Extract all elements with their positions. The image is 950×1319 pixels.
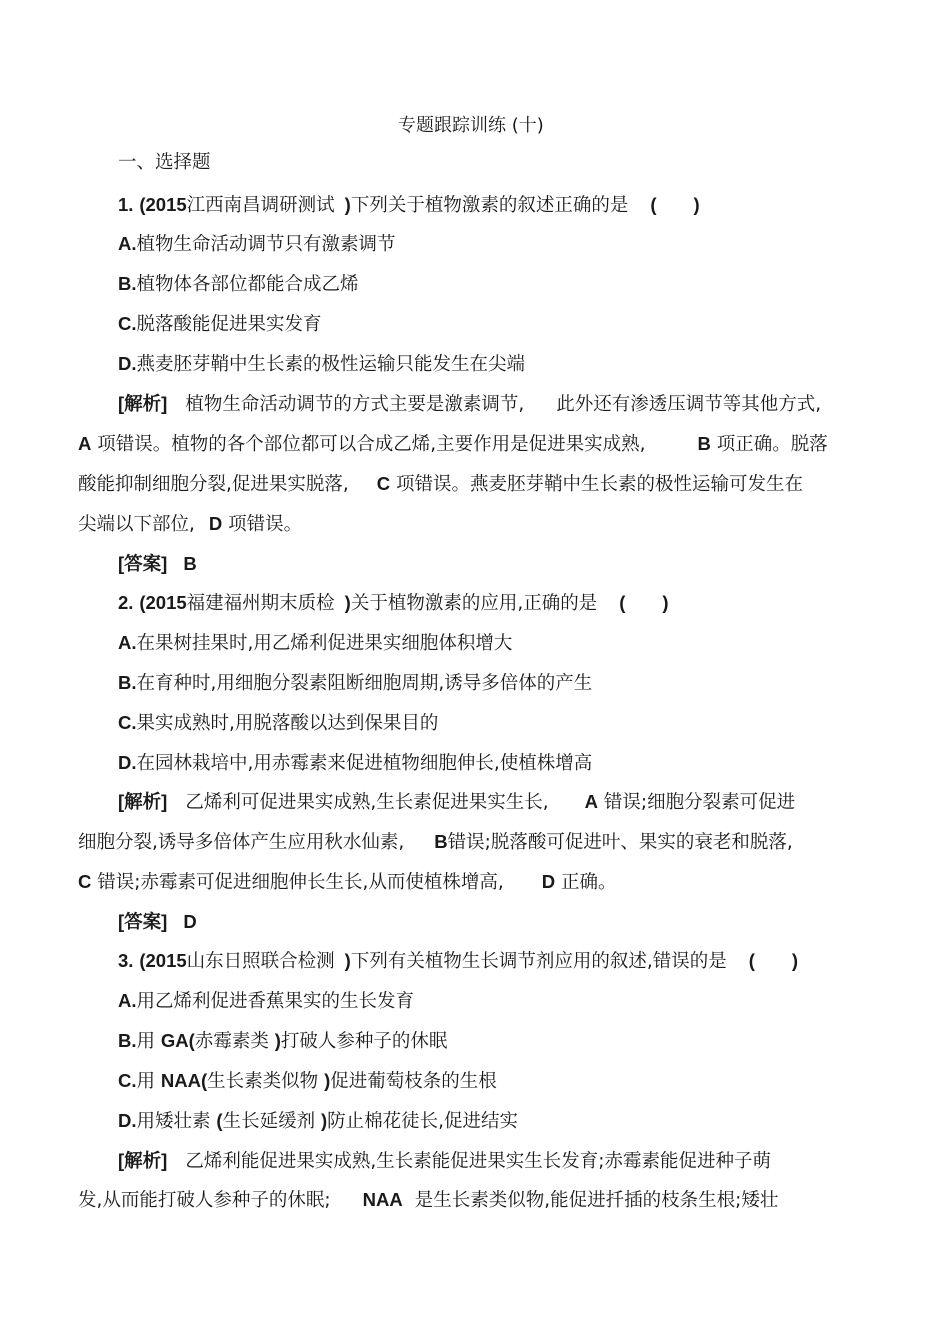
option-c <box>118 1069 497 1093</box>
option-text: 生长延缓剂 <box>222 1111 316 1132</box>
explanation-text: 尖端以下部位, <box>78 514 195 535</box>
explanation-text: 酸能抑制细胞分裂,促进果实脱落, <box>78 474 349 495</box>
explanation-text: 乙烯利可促进果实成熟,生长素促进果实生长, <box>185 792 549 813</box>
option-ref: C <box>376 473 391 494</box>
option-d <box>118 751 592 775</box>
option-d <box>118 352 525 376</box>
explanation-text: 是生长素类似物,能促进扦插的枝条生根;矮壮 <box>414 1190 779 1211</box>
option-label: A. <box>118 233 137 254</box>
option-text: 促进葡萄枝条的生根 <box>330 1071 497 1092</box>
option-b <box>118 272 359 296</box>
explanation-line <box>78 830 793 854</box>
explanation-line <box>118 1149 771 1173</box>
option-label: D. <box>118 353 137 374</box>
explanation-text: 乙烯利能促进果实成熟,生长素能促进果实生长发育;赤霉素能促进种子萌 <box>185 1151 771 1172</box>
explanation-text: 项错误。燕麦胚芽鞘中生长素的极性运输可发生在 <box>396 474 804 495</box>
explanation-text: 项正确。脱落 <box>716 434 828 455</box>
option-text: ) <box>320 1110 328 1131</box>
option-text: 用 <box>136 1031 156 1052</box>
explanation-tag: [解析] <box>118 1150 168 1171</box>
option-label: A. <box>118 632 137 653</box>
explanation-text: 错误;细胞分裂素可促进 <box>603 792 796 813</box>
explanation-text: 正确。 <box>561 872 617 893</box>
option-a <box>118 232 396 256</box>
explanation-text: 项错误。植物的各个部位都可以合成乙烯,主要作用是促进果实成熟, <box>97 434 646 455</box>
option-text: 用矮壮素 <box>136 1111 211 1132</box>
explanation-line <box>78 512 302 536</box>
option-text: ) <box>274 1030 281 1051</box>
explanation-tag: [解析] <box>118 393 168 414</box>
option-text: 赤霉素类 <box>194 1031 269 1052</box>
option-ref: A <box>78 433 92 454</box>
option-text: 用 <box>136 1071 156 1092</box>
question-number: 1. <box>118 194 134 215</box>
answer-tag: [答案] <box>118 553 168 574</box>
option-text: 脱落酸能促进果实发育 <box>136 314 322 335</box>
option-label: D. <box>118 1110 137 1131</box>
question-2-stem <box>118 591 669 615</box>
question-text: 下列关于植物激素的叙述正确的是 <box>350 195 629 216</box>
option-ref: D <box>208 513 223 534</box>
option-text: 植物生命活动调节只有激素调节 <box>136 234 396 255</box>
question-source-year: (2015 <box>139 194 187 215</box>
option-text: 在果树挂果时,用乙烯利促进果实细胞体积增大 <box>136 633 513 654</box>
option-c <box>118 312 322 336</box>
question-source: 福建福州期末质检 <box>186 593 335 614</box>
explanation-line <box>78 472 803 496</box>
answer-line <box>118 910 197 934</box>
answer-blank: ( ) <box>619 592 669 613</box>
answer-line <box>118 552 197 576</box>
option-text: 在育种时,用细胞分裂素阻断细胞周期,诱导多倍体的产生 <box>136 673 593 694</box>
page-title: 专题跟踪训练 (十) <box>398 115 544 136</box>
explanation-line <box>118 392 821 416</box>
question-source-close: ) <box>344 194 351 215</box>
question-number: 3. <box>118 950 134 971</box>
option-ref: C <box>78 871 92 892</box>
option-a <box>118 631 512 655</box>
option-a <box>118 989 414 1013</box>
question-text: 下列有关植物生长调节剂应用的叙述,错误的是 <box>350 951 727 972</box>
option-d <box>118 1109 518 1133</box>
answer-value: B <box>183 553 197 574</box>
option-text: 植物体各部位都能合成乙烯 <box>136 274 359 295</box>
option-text: 生长素类似物 <box>207 1071 319 1092</box>
option-label: D. <box>118 752 137 773</box>
question-source: 山东日照联合检测 <box>186 951 335 972</box>
explanation-text: 发,从而能打破人参种子的休眠; <box>78 1190 331 1211</box>
question-number: 2. <box>118 592 134 613</box>
option-label: B. <box>118 672 137 693</box>
explanation-text: 错误;脱落酸可促进叶、果实的衰老和脱落, <box>447 832 793 853</box>
option-label: C. <box>118 313 137 334</box>
answer-tag: [答案] <box>118 911 168 932</box>
option-text: ( <box>216 1110 223 1131</box>
option-text: 防止棉花徒长,促进结实 <box>327 1111 519 1132</box>
option-label: A. <box>118 990 137 1011</box>
answer-blank: ( ) <box>748 950 799 971</box>
option-text: 打破人参种子的休眠 <box>280 1031 448 1052</box>
question-source-year: (2015 <box>139 950 187 971</box>
explanation-tag: [解析] <box>118 791 168 812</box>
option-text: 在园林栽培中,用赤霉素来促进植物细胞伸长,使植株增高 <box>136 753 593 774</box>
option-b <box>118 671 592 695</box>
option-ref: D <box>541 871 556 892</box>
option-label: B. <box>118 273 137 294</box>
explanation-text: 植物生命活动调节的方式主要是激素调节, <box>185 394 525 415</box>
question-source-close: ) <box>344 950 351 971</box>
explanation-line <box>118 790 795 814</box>
question-text: 关于植物激素的应用,正确的是 <box>350 593 598 614</box>
option-text: GA( <box>160 1030 195 1051</box>
question-3-stem <box>118 949 798 973</box>
answer-value: D <box>183 911 197 932</box>
option-label: C. <box>118 1070 137 1091</box>
option-text: 燕麦胚芽鞘中生长素的极性运输只能发生在尖端 <box>136 354 526 375</box>
explanation-text: 细胞分裂,诱导多倍体产生应用秋水仙素, <box>78 832 405 853</box>
question-source-year: (2015 <box>139 592 187 613</box>
option-text: 果实成熟时,用脱落酸以达到保果目的 <box>136 713 439 734</box>
answer-blank: ( ) <box>650 194 700 215</box>
option-ref: B <box>697 433 711 454</box>
explanation-text: 此外还有渗透压调节等其他方式, <box>556 394 822 415</box>
explanation-line <box>78 1188 778 1212</box>
option-label: C. <box>118 712 137 733</box>
term: NAA <box>362 1189 403 1210</box>
option-text: 用乙烯利促进香蕉果实的生长发育 <box>136 991 415 1012</box>
option-ref: A <box>584 791 598 812</box>
option-c <box>118 711 438 735</box>
question-1-stem <box>118 193 700 217</box>
question-source-close: ) <box>344 592 351 613</box>
option-text: NAA( <box>160 1070 208 1091</box>
option-label: B. <box>118 1030 137 1051</box>
option-b <box>118 1029 447 1053</box>
explanation-line <box>78 432 828 456</box>
section-heading: 一、选择题 <box>118 152 211 173</box>
option-text: ) <box>324 1070 331 1091</box>
explanation-text: 错误;赤霉素可促进细胞伸长生长,从而使植株增高, <box>97 872 504 893</box>
question-source: 江西南昌调研测试 <box>186 195 335 216</box>
option-ref: B <box>434 831 448 852</box>
explanation-text: 项错误。 <box>228 514 303 535</box>
explanation-line <box>78 870 617 894</box>
